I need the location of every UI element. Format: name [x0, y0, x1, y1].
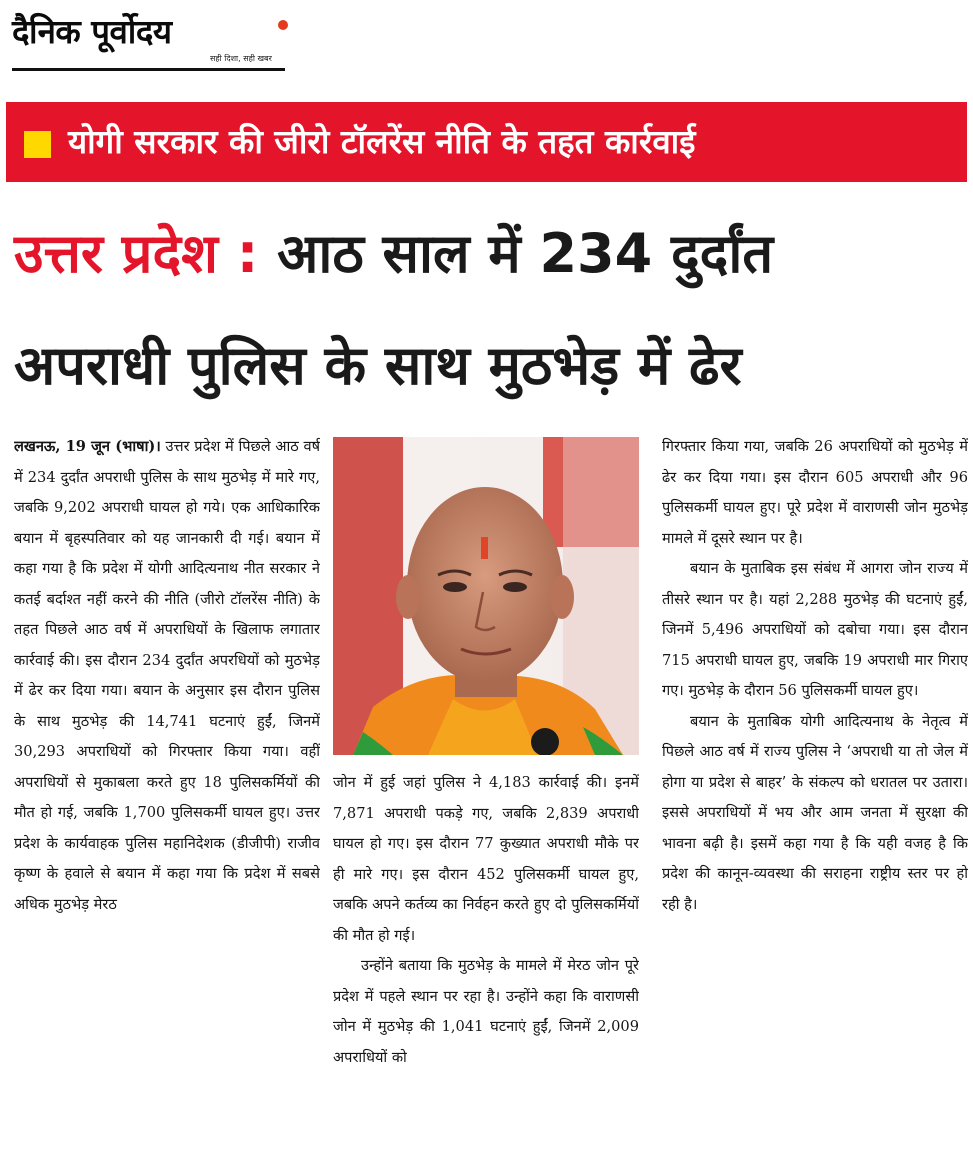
- masthead-rule: [12, 68, 285, 71]
- portrait-image: [333, 437, 639, 755]
- headline-line-1: [14, 208, 773, 300]
- masthead: [12, 8, 287, 74]
- dateline: लखनऊ, 19 जून (भाषा)।: [14, 438, 161, 455]
- masthead-dot-icon: [278, 20, 288, 30]
- kicker-text: योगी सरकार की जीरो टॉलरेंस नीति के तहत कार्रवाई: [68, 122, 696, 161]
- paragraph-text: उत्तर प्रदेश में पिछले आठ वर्ष में 234 दुर्दांत अपराधी पुलिस के साथ मुठभेड़ में मारे गए, जबकि 9,202 अपराधी घायल हो गये। एक आधिकारिक बयान में बृहस्पतिवार को यह जानकारी दी गई। बयान में कहा गया है कि प्रदेश में योगी आदित्यनाथ नीत सरकार ने कतई बर्दाश्त नहीं करने की नीति (जीरो टॉलरेंस नीति) के तहत पिछले आठ वर्ष में अपराधियों के खिलाफ लगातार कार्रवाई की। इस दौरान 234 दुर्दांत अपरधियों को मुठभेड़ में ढेर कर दिया गया। बयान के अनुसार इस दौरान पुलिस के साथ मुठभेड़ की 14,741 घटनाएं हुईं, जिनमें 30,293 अपराधियों को गिरफ्तार किया गया। वहीं अपराधियों से मुकाबला करते हुए 18 पुलिसकर्मियों की मौत हो गई, जबकि 1,700 पुलिसकर्मी घायल हुए। उत्तर प्रदेश के कार्यवाहक पुलिस महानिदेशक (डीजीपी) राजीव कृष्ण के हवाले से बयान में कहा गया कि प्रदेश में सबसे अधिक मुठभेड़ मेरठ: [14, 438, 320, 913]
- article-column-3: [662, 432, 968, 1166]
- headline-text-2: अपराधी पुलिस के साथ मुठभेड़ में ढेर: [14, 334, 742, 397]
- article-paragraph: गिरफ्तार किया गया, जबकि 26 अपराधियों को मुठभेड़ में ढेर कर दिया गया। इस दौरान 605 अपराधी और 96 पुलिसकर्मी घायल हुए। पूरे प्रदेश में वाराणसी जोन मुठभेड़ मामले में दूसरे स्थान पर है।: [662, 438, 968, 547]
- article-paragraph: उन्होंने बताया कि मुठभेड़ के मामले में मेरठ जोन पूरे प्रदेश में पहले स्थान पर रहा है। उन्होंने कहा कि वाराणसी जोन में मुठभेड़ की 1,041 घटनाएं हुईं, जिनमें 2,009 अपराधियों को: [333, 957, 639, 1066]
- headline-line-2: [14, 320, 742, 412]
- article-paragraph: जोन में हुई जहां पुलिस ने 4,183 कार्रवाई की। इनमें 7,871 अपराधी पकड़े गए, जबकि 2,839 अपराधी घायल हो गए। इस दौरान 77 कुख्यात अपराधी मौके पर ही मारे गए। इस दौरान 452 पुलिसकर्मी घायल हुए, जबकि अपने कर्तव्य का निर्वहन करते हुए दो पुलिसकर्मियों की मौत हो गई।: [333, 774, 639, 944]
- photo-yogi-adityanath: [333, 437, 639, 755]
- article-column-1: [14, 432, 320, 1166]
- headline-text-1: आठ साल में 234 दुर्दांत: [277, 222, 774, 285]
- newspaper-name: दैनिक पूर्वोदय: [12, 12, 172, 51]
- article-column-2: [333, 768, 639, 1166]
- article-paragraph: बयान के मुताबिक इस संबंध में आगरा जोन राज्य में तीसरे स्थान पर है। यहां 2,288 मुठभेड़ की घटनाएं हुईं, जिनमें 5,496 अपराधियों को दबोचा गया। इस दौरान 715 अपराधी घायल हुए, जबकि 19 अपराधी मार गिराए गए। मुठभेड़ के दौरान 56 पुलिसकर्मी घायल हुए।: [662, 560, 968, 699]
- newspaper-tagline: सही दिशा, सही खबर: [210, 54, 272, 63]
- headline-place: उत्तर प्रदेश :: [14, 222, 259, 285]
- bullet-square-icon: [24, 131, 51, 158]
- kicker-banner: [6, 102, 967, 182]
- article-paragraph: [14, 432, 320, 920]
- article-paragraph: बयान के मुताबिक योगी आदित्यनाथ के नेतृत्व में पिछले आठ वर्ष में राज्य पुलिस ने ‘अपराधी या तो जेल में होगा या प्रदेश से बाहर’ के संकल्प को धरातल पर उतारा। इससे अपराधियों में भय और आम जनता में सुरक्षा की भावना बढ़ी है। इसमें कहा गया है कि यही वजह है कि प्रदेश की कानून-व्यवस्था की सराहना राष्ट्रीय स्तर पर हो रही है।: [662, 712, 968, 913]
